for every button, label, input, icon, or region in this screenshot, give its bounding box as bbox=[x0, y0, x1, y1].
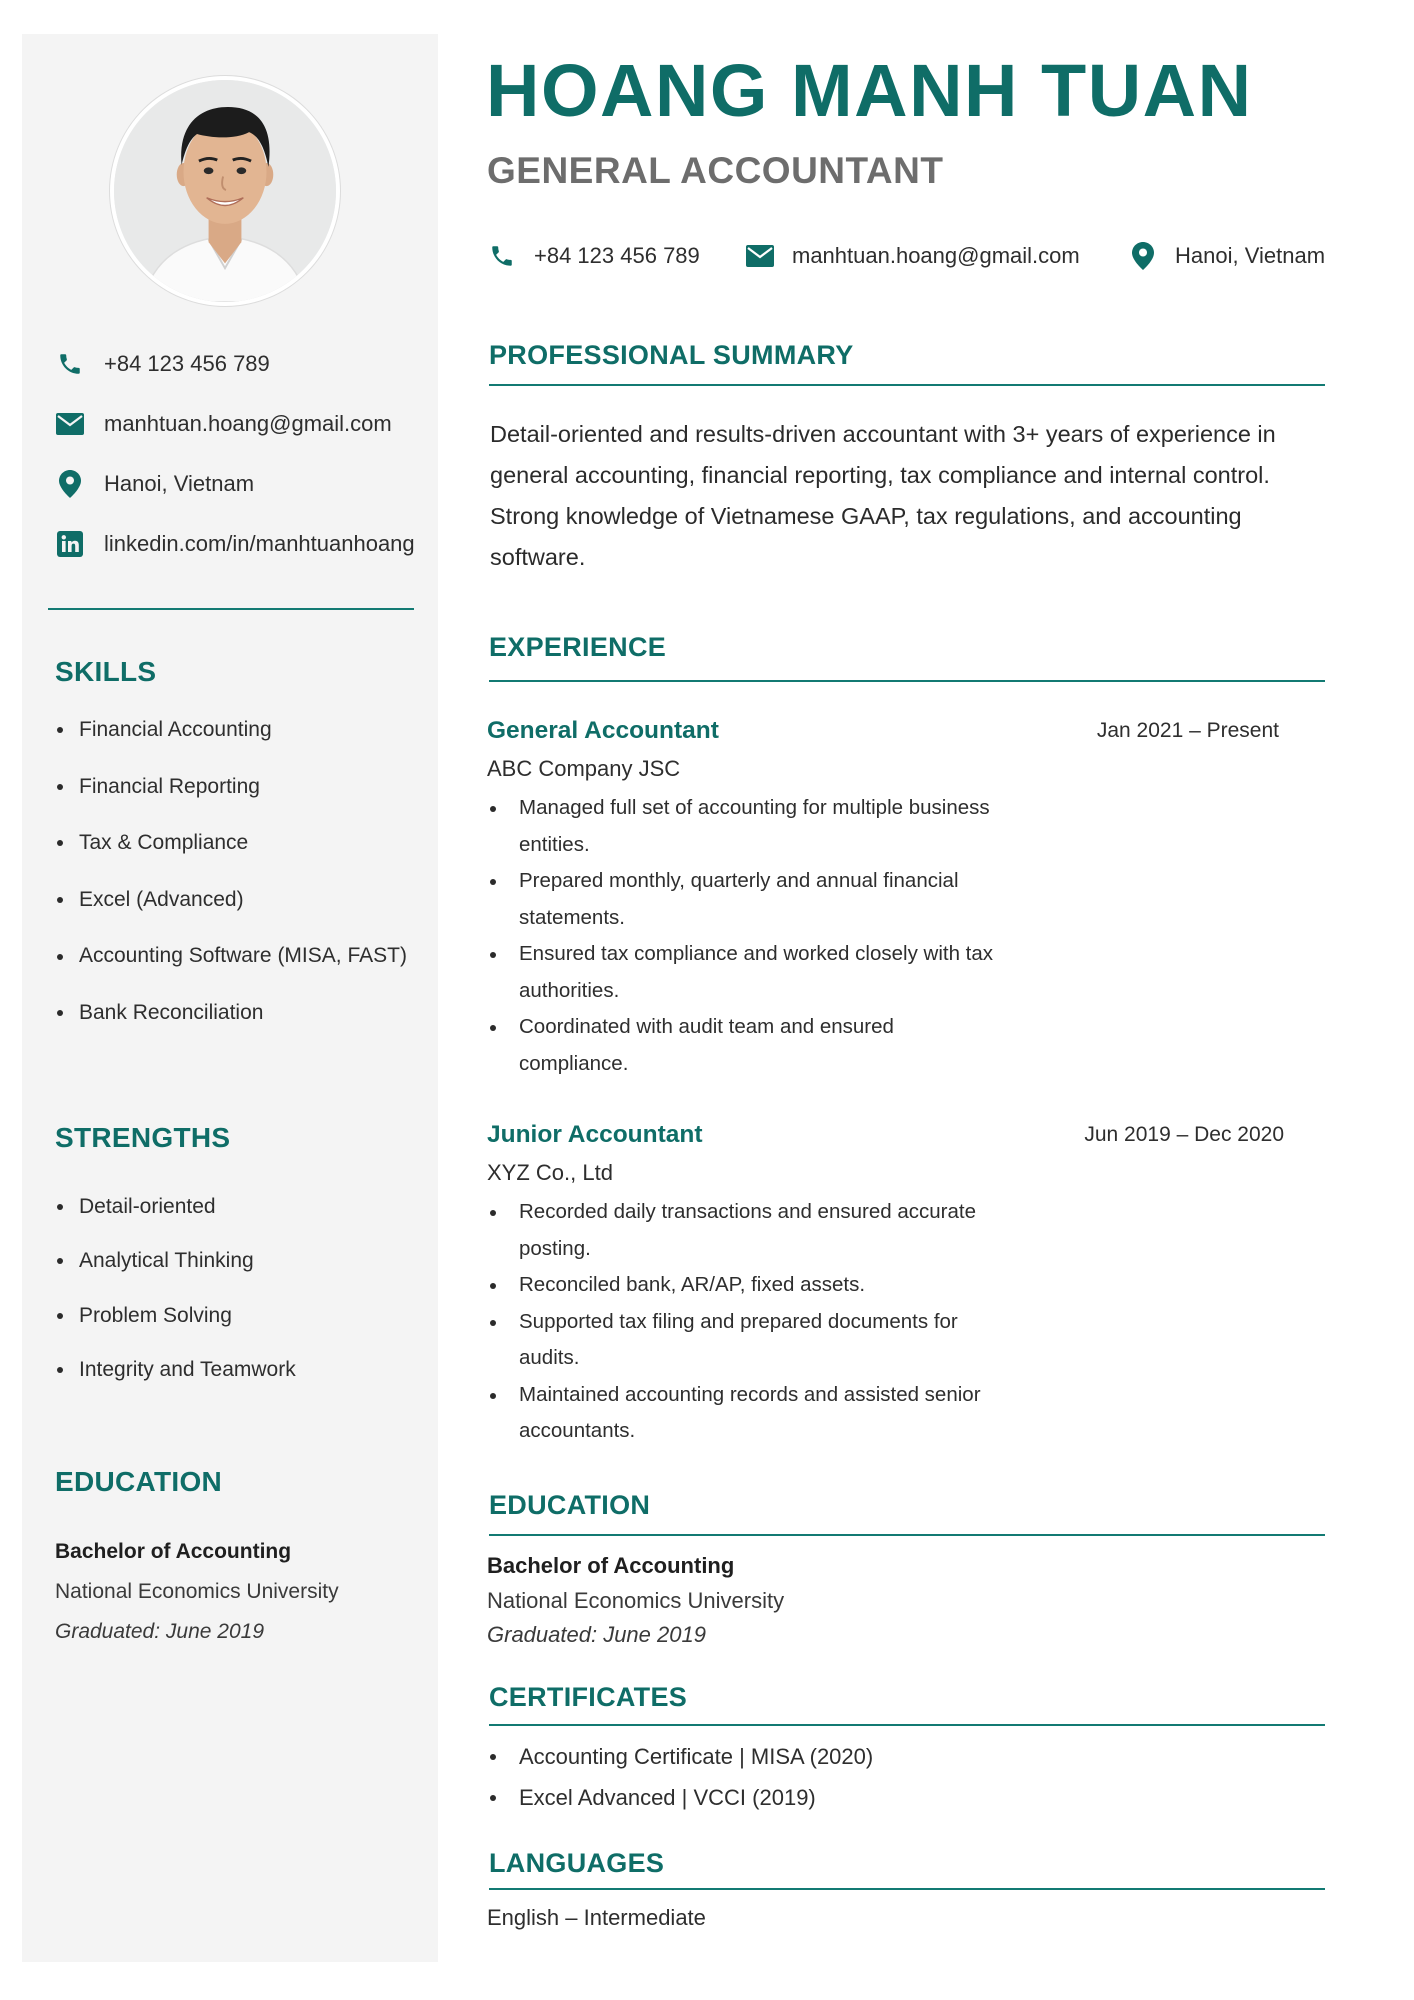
header-location-text: Hanoi, Vietnam bbox=[1175, 243, 1326, 268]
summary-heading: PROFESSIONAL SUMMARY bbox=[489, 340, 854, 370]
list-item: Integrity and Teamwork bbox=[55, 1343, 296, 1397]
sidebar-strengths-heading: STRENGTHS bbox=[55, 1122, 231, 1153]
sidebar-education-school: National Economics University bbox=[55, 1580, 339, 1603]
sidebar-email-text: manhtuan.hoang@gmail.com bbox=[104, 411, 392, 436]
sidebar-divider bbox=[48, 608, 414, 610]
list-item: Excel Advanced | VCCI (2019) bbox=[487, 1777, 873, 1818]
job-title: General Accountant bbox=[487, 717, 719, 744]
certificates-divider bbox=[489, 1724, 1325, 1726]
list-item: Financial Accounting bbox=[55, 702, 407, 759]
list-item: Tax & Compliance bbox=[55, 815, 407, 872]
education-graduated: Graduated: June 2019 bbox=[487, 1622, 706, 1647]
list-item: Financial Reporting bbox=[55, 759, 407, 816]
list-item: Detail-oriented bbox=[55, 1180, 296, 1234]
location-pin-icon bbox=[1129, 242, 1157, 270]
sidebar-skills-list bbox=[55, 702, 407, 1042]
candidate-name: HOANG MANH TUAN bbox=[486, 49, 1253, 132]
summary-text: Detail-oriented and results-driven accountant with 3+ years of experience in general accounting, financial reporting, tax compliance and internal control. Strong knowledge of Vietnamese GAAP, tax regulations, and accounting software. bbox=[490, 421, 1276, 570]
experience-heading: EXPERIENCE bbox=[489, 632, 667, 662]
languages-divider bbox=[489, 1888, 1325, 1890]
languages-text: English – Intermediate bbox=[487, 1905, 706, 1930]
list-item: Prepared monthly, quarterly and annual financial statements. bbox=[487, 863, 1007, 936]
sidebar-contact-email bbox=[56, 394, 415, 454]
header-contact-email bbox=[746, 238, 1080, 274]
education-heading: EDUCATION bbox=[489, 1490, 651, 1520]
list-item: Accounting Certificate | MISA (2020) bbox=[487, 1736, 873, 1777]
linkedin-icon bbox=[56, 530, 84, 558]
job-entry bbox=[487, 1116, 1307, 1450]
summary-divider bbox=[489, 384, 1325, 386]
education-degree: Bachelor of Accounting bbox=[487, 1553, 735, 1578]
job-company: XYZ Co., Ltd bbox=[487, 1160, 613, 1185]
list-item: Reconciled bank, AR/AP, fixed assets. bbox=[487, 1267, 1007, 1304]
list-item: Analytical Thinking bbox=[55, 1234, 296, 1288]
sidebar-strengths-list bbox=[55, 1180, 296, 1397]
job-company: ABC Company JSC bbox=[487, 756, 681, 781]
job-title: Junior Accountant bbox=[487, 1121, 703, 1148]
email-icon bbox=[746, 242, 774, 270]
sidebar-contact-list bbox=[56, 334, 415, 574]
education-divider bbox=[489, 1534, 1325, 1536]
list-item: Maintained accounting records and assisted senior accountants. bbox=[487, 1377, 1007, 1450]
sidebar-education-graduated: Graduated: June 2019 bbox=[55, 1620, 264, 1643]
list-item: Recorded daily transactions and ensured accurate posting. bbox=[487, 1194, 1007, 1267]
education-entry bbox=[487, 1548, 784, 1652]
list-item: Supported tax filing and prepared documents for audits. bbox=[487, 1304, 1007, 1377]
phone-icon bbox=[56, 350, 84, 378]
education-school: National Economics University bbox=[487, 1588, 785, 1613]
sidebar-contact-phone bbox=[56, 334, 415, 394]
job-dates: Jun 2019 – Dec 2020 bbox=[1084, 1123, 1284, 1146]
list-item: Ensured tax compliance and worked closely with tax authorities. bbox=[487, 936, 1007, 1009]
header-contact-phone bbox=[488, 238, 700, 274]
location-pin-icon bbox=[56, 470, 84, 498]
list-item: Problem Solving bbox=[55, 1289, 296, 1343]
sidebar-location-text: Hanoi, Vietnam bbox=[104, 471, 255, 496]
sidebar-contact-location bbox=[56, 454, 415, 514]
sidebar-education bbox=[55, 1532, 339, 1652]
job-bullets bbox=[487, 790, 1307, 1082]
header-email-text[interactable]: manhtuan.hoang@gmail.com bbox=[792, 243, 1080, 268]
sidebar-education-degree: Bachelor of Accounting bbox=[55, 1540, 292, 1563]
header-phone-text: +84 123 456 789 bbox=[534, 243, 700, 268]
phone-icon bbox=[488, 242, 516, 270]
candidate-title: GENERAL ACCOUNTANT bbox=[487, 150, 944, 191]
list-item: Bank Reconciliation bbox=[55, 985, 407, 1042]
email-icon bbox=[56, 410, 84, 438]
list-item: Excel (Advanced) bbox=[55, 872, 407, 929]
certificates-heading: CERTIFICATES bbox=[489, 1682, 688, 1712]
avatar bbox=[114, 80, 336, 302]
job-entry bbox=[487, 712, 1307, 1082]
experience-divider bbox=[489, 680, 1325, 682]
languages-heading: LANGUAGES bbox=[489, 1848, 665, 1878]
job-bullets bbox=[487, 1194, 1307, 1450]
certificates-list bbox=[487, 1736, 873, 1818]
sidebar-skills-heading: SKILLS bbox=[55, 656, 157, 687]
list-item: Coordinated with audit team and ensured compliance. bbox=[487, 1009, 1007, 1082]
profile-photo bbox=[110, 76, 340, 306]
sidebar-contact-linkedin bbox=[56, 514, 415, 574]
job-dates: Jan 2021 – Present bbox=[1096, 719, 1279, 742]
list-item: Accounting Software (MISA, FAST) bbox=[55, 928, 407, 985]
sidebar-education-heading: EDUCATION bbox=[55, 1466, 223, 1497]
sidebar-linkedin-text[interactable]: linkedin.com/in/manhtuanhoang bbox=[104, 531, 415, 556]
sidebar-phone-text: +84 123 456 789 bbox=[104, 351, 270, 376]
list-item: Managed full set of accounting for multiple business entities. bbox=[487, 790, 1007, 863]
header-contact-location bbox=[1129, 238, 1325, 274]
sidebar bbox=[22, 34, 438, 1962]
